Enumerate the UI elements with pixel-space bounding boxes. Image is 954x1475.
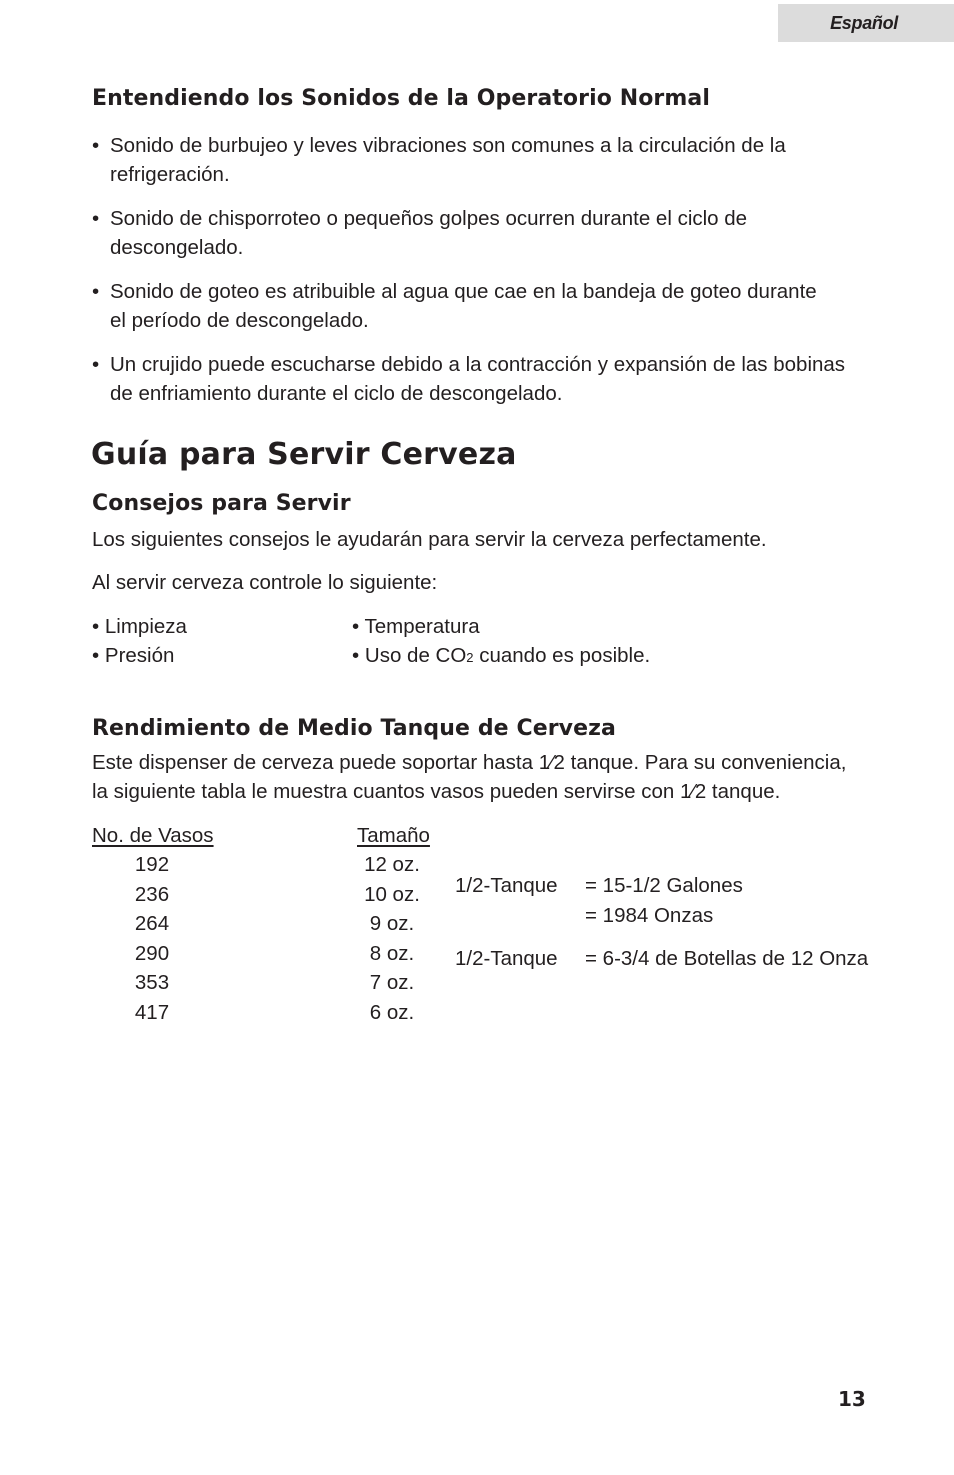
column-header-glasses: No. de Vasos: [92, 824, 214, 847]
bullet-icon: •: [352, 644, 360, 667]
list-item-text: el período de descongelado.: [110, 309, 369, 332]
list-item: [92, 350, 882, 408]
table-cell-size: 12 oz.: [364, 853, 420, 876]
bullet-icon: •: [352, 615, 360, 638]
list-item: [352, 641, 650, 672]
table-cell-size: 10 oz.: [364, 883, 420, 906]
bullet-icon: •: [92, 280, 100, 303]
tip-pressure: Presión: [104, 644, 175, 667]
bullet-icon: •: [92, 353, 100, 376]
page-title: Guía para Servir Cerveza: [91, 437, 517, 472]
tip-co2: Uso de CO: [364, 644, 467, 667]
list-item-text: refrigeración.: [110, 163, 230, 186]
column-header-size: Tamaño: [357, 824, 430, 847]
bullet-icon: •: [92, 644, 100, 667]
bullet-icon: •: [92, 134, 100, 157]
equivalent-label: 1/2-Tanque: [455, 874, 558, 897]
table-cell-size: 8 oz.: [369, 942, 415, 965]
tips-control: Al servir cerveza controle lo siguiente:: [92, 571, 438, 594]
table-cell-glasses: 290: [134, 942, 170, 965]
yield-heading: Rendimiento de Medio Tanque de Cerveza: [92, 716, 616, 741]
list-item-text: Un crujido puede escucharse debido a la contracción y expansión de las bobinas: [110, 353, 846, 376]
tip-co2-suffix: cuando es posible.: [473, 644, 651, 667]
table-cell-size: 9 oz.: [369, 912, 415, 935]
table-cell-glasses: 264: [134, 912, 170, 935]
language-tab: [778, 4, 954, 42]
page-number: 13: [838, 1387, 866, 1411]
equivalent-label: 1/2-Tanque: [455, 947, 558, 970]
table-cell-glasses: 417: [134, 1001, 170, 1024]
equivalent-value: = 15-1/2 Galones: [585, 874, 743, 897]
table-cell-size: 6 oz.: [369, 1001, 415, 1024]
equivalent-value: = 1984 Onzas: [585, 904, 714, 927]
yield-paragraph-line: la siguiente tabla le muestra cuantos vasos pueden servirse con 1⁄2 tanque.: [92, 780, 781, 803]
list-item: [92, 131, 882, 189]
tip-temperature: Temperatura: [364, 615, 480, 638]
list-item: [92, 204, 882, 262]
table-cell-glasses: 192: [134, 853, 170, 876]
tip-cleanliness: Limpieza: [104, 615, 187, 638]
list-item-text: Sonido de goteo es atribuible al agua que cae en la bandeja de goteo durante: [110, 280, 817, 303]
table-cell-glasses: 353: [134, 971, 170, 994]
bullet-icon: •: [92, 615, 100, 638]
language-label: Español: [830, 12, 898, 33]
equivalent-value: = 6-3/4 de Botellas de 12 Onza: [585, 947, 869, 970]
list-item: [352, 612, 480, 641]
list-item-text: descongelado.: [110, 236, 244, 259]
sounds-heading: Entendiendo los Sonidos de la Operatorio Normal: [92, 86, 710, 111]
list-item: [92, 612, 187, 641]
tips-intro: Los siguientes consejos le ayudarán para servir la cerveza perfectamente.: [92, 528, 767, 551]
table-cell-size: 7 oz.: [369, 971, 415, 994]
list-item-text: de enfriamiento durante el ciclo de descongelado.: [110, 382, 563, 405]
bullet-icon: •: [92, 207, 100, 230]
yield-paragraph-line: Este dispenser de cerveza puede soportar hasta 1⁄2 tanque. Para su conveniencia,: [92, 751, 847, 774]
list-item: [92, 641, 174, 670]
list-item-text: Sonido de chisporroteo o pequeños golpes ocurren durante el ciclo de: [110, 207, 748, 230]
tips-heading: Consejos para Servir: [92, 491, 351, 516]
list-item: [92, 277, 882, 335]
co2-subscript: 2: [466, 650, 474, 665]
list-item-text: Sonido de burbujeo y leves vibraciones son comunes a la circulación de la: [110, 134, 786, 157]
table-cell-glasses: 236: [134, 883, 170, 906]
